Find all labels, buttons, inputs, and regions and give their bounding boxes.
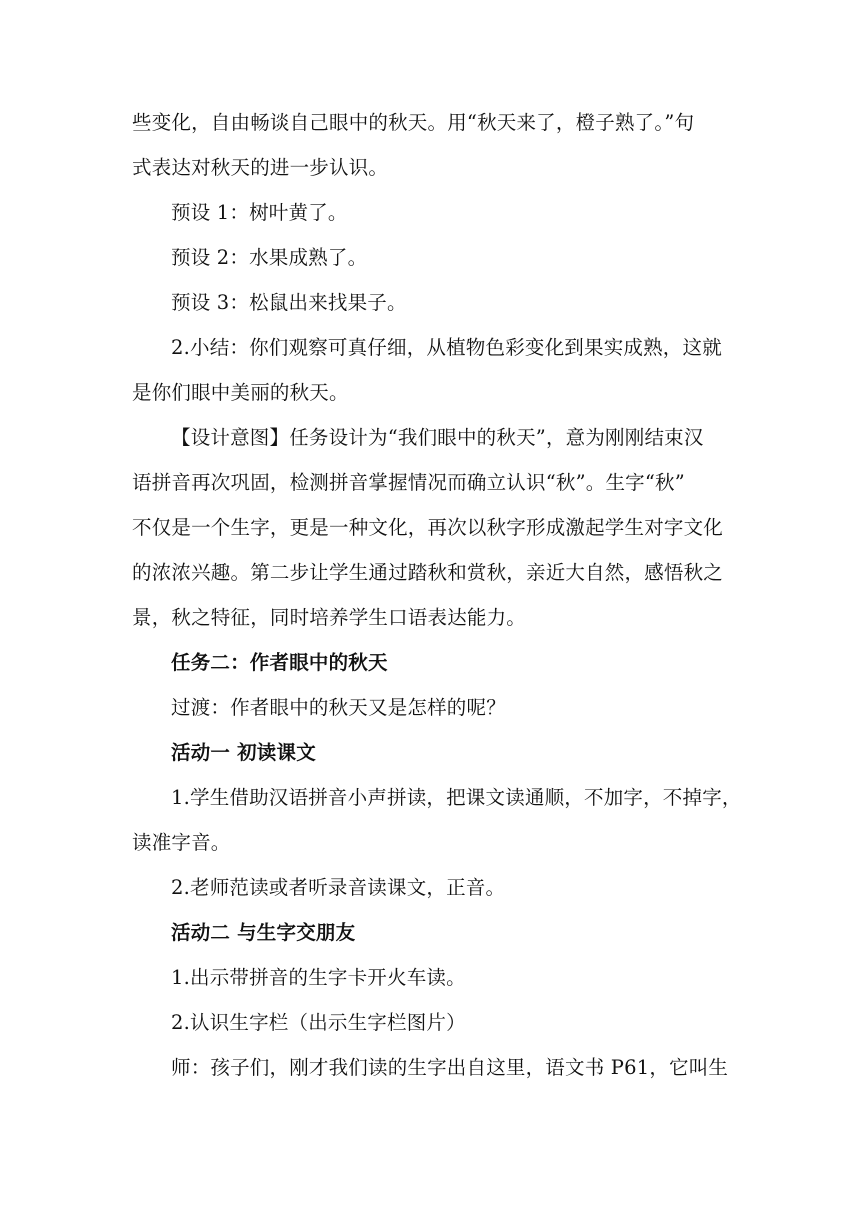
design-intent-line: 【设计意图】任务设计为“我们眼中的秋天”，意为刚刚结束汉 bbox=[171, 426, 704, 449]
activity-2-item-line: 2.认识生字栏（出示生字栏图片） bbox=[171, 1011, 466, 1034]
preset-3: 预设 3：松鼠出来找果子。 bbox=[171, 291, 407, 314]
design-intent-line: 不仅是一个生字，更是一种文化，再次以秋字形成激起学生对字文化 bbox=[132, 516, 724, 539]
activity-1-heading: 活动一 初读课文 bbox=[171, 741, 316, 764]
transition-line: 过渡：作者眼中的秋天又是怎样的呢？ bbox=[171, 696, 506, 719]
preset-2: 预设 2：水果成熟了。 bbox=[171, 246, 368, 269]
summary-line: 2.小结：你们观察可真仔细，从植物色彩变化到果实成熟，这就 bbox=[171, 336, 722, 359]
activity-1-item-line: 1.学生借助汉语拼音小声拼读，把课文读通顺，不加字，不掉字， bbox=[171, 786, 742, 809]
teacher-line: 师：孩子们，刚才我们读的生字出自这里，语文书 P61，它叫生 bbox=[171, 1056, 729, 1079]
design-intent-line: 景，秋之特征，同时培养学生口语表达能力。 bbox=[132, 606, 527, 629]
activity-1-item-line: 读准字音。 bbox=[132, 831, 231, 854]
design-intent-line: 语拼音再次巩固，检测拼音掌握情况而确立认识“秋”。生字“秋” bbox=[132, 471, 685, 494]
document-page bbox=[132, 108, 742, 1083]
paragraph-line: 些变化，自由畅谈自己眼中的秋天。用“秋天来了，橙子熟了。”句 bbox=[132, 111, 695, 134]
summary-line: 是你们眼中美丽的秋天。 bbox=[132, 381, 349, 404]
design-intent-line: 的浓浓兴趣。第二步让学生通过踏秋和赏秋，亲近大自然，感悟秋之 bbox=[132, 561, 724, 584]
activity-1-item-line: 2.老师范读或者听录音读课文，正音。 bbox=[171, 876, 506, 899]
activity-2-heading: 活动二 与生字交朋友 bbox=[171, 921, 356, 944]
task-2-heading: 任务二：作者眼中的秋天 bbox=[171, 651, 388, 674]
paragraph-line: 式表达对秋天的进一步认识。 bbox=[132, 156, 389, 179]
activity-2-item-line: 1.出示带拼音的生字卡开火车读。 bbox=[171, 966, 466, 989]
preset-1: 预设 1：树叶黄了。 bbox=[171, 201, 348, 224]
